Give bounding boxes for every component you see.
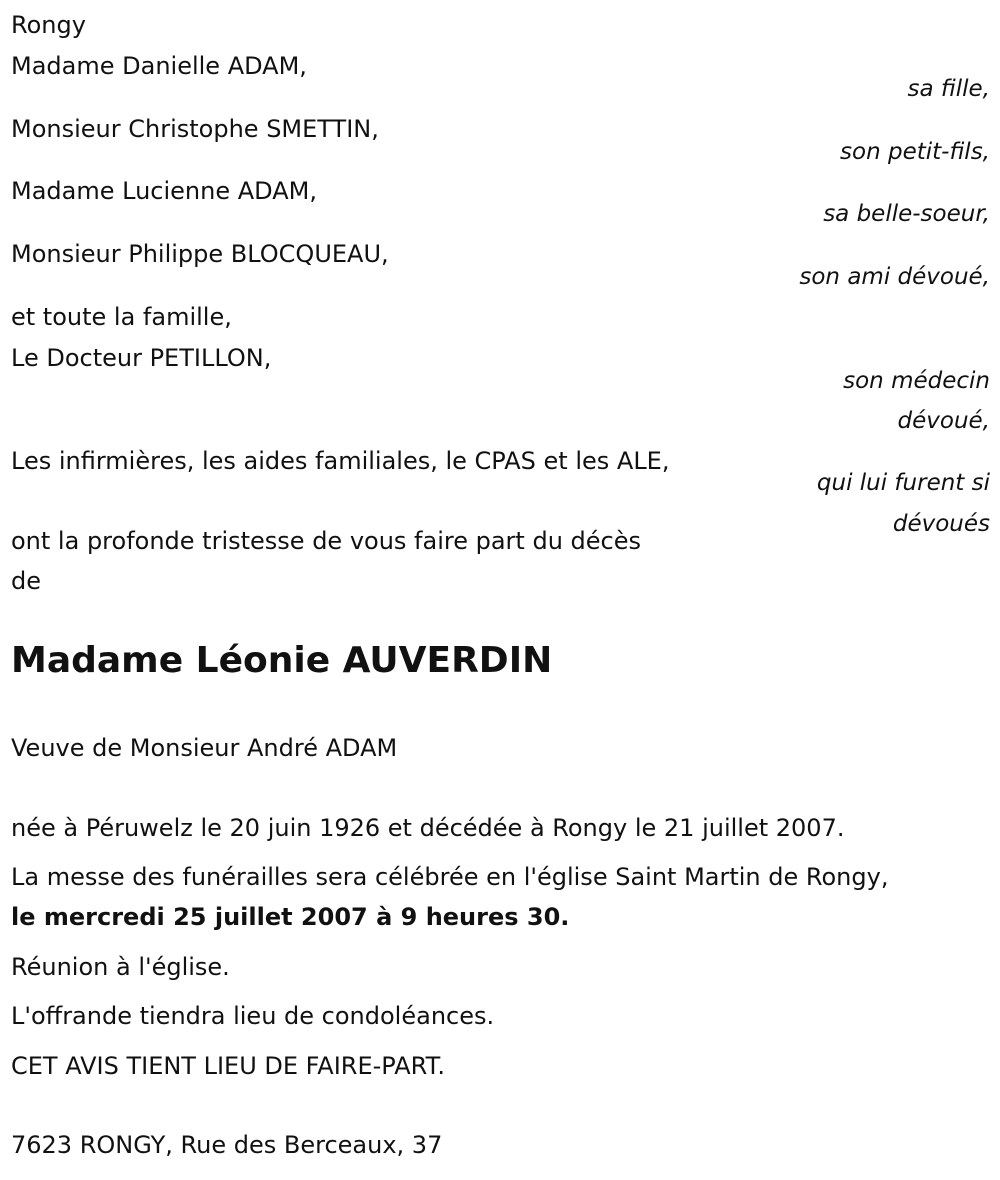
announcement-line1: ont la profonde tristesse de vous faire part du décès [11,527,641,555]
whole-family: et toute la famille, [11,303,232,331]
offering: L'offrande tiendra lieu de condoléances. [11,1002,495,1030]
nurses-name: Les infirmières, les aides familiales, le CPAS et les ALE, [11,447,670,475]
family-relation-1: sa fille, [907,76,990,102]
widow-of: Veuve de Monsieur André ADAM [11,734,398,762]
doctor-name: Le Docteur PETILLON, [11,344,272,372]
place-header: Rongy [11,11,86,39]
deceased-name: Madame Léonie AUVERDIN [11,640,553,681]
notice: CET AVIS TIENT LIEU DE FAIRE-PART. [11,1052,446,1080]
family-name-3: Madame Lucienne ADAM, [11,177,317,205]
family-name-4: Monsieur Philippe BLOCQUEAU, [11,240,389,268]
family-name-2: Monsieur Christophe SMETTIN, [11,115,379,143]
doctor-relation-line2: dévoué, [897,408,990,434]
meeting: Réunion à l'église. [11,953,230,981]
family-relation-3: sa belle-soeur, [823,201,990,227]
birth-death: née à Péruwelz le 20 juin 1926 et décédée à Rongy le 21 juillet 2007. [11,814,845,842]
address: 7623 RONGY, Rue des Berceaux, 37 [11,1131,443,1159]
nurses-relation-line2: dévoués [892,511,990,537]
funeral-date: le mercredi 25 juillet 2007 à 9 heures 30. [11,903,570,931]
family-relation-4: son ami dévoué, [799,264,990,290]
family-relation-2: son petit-fils, [840,139,990,165]
doctor-relation-line1: son médecin [843,368,990,394]
announcement-line2: de [11,567,41,595]
nurses-relation-line1: qui lui furent si [816,470,990,496]
family-name-1: Madame Danielle ADAM, [11,52,307,80]
funeral-line: La messe des funérailles sera célébrée en l'église Saint Martin de Rongy, [11,863,889,891]
